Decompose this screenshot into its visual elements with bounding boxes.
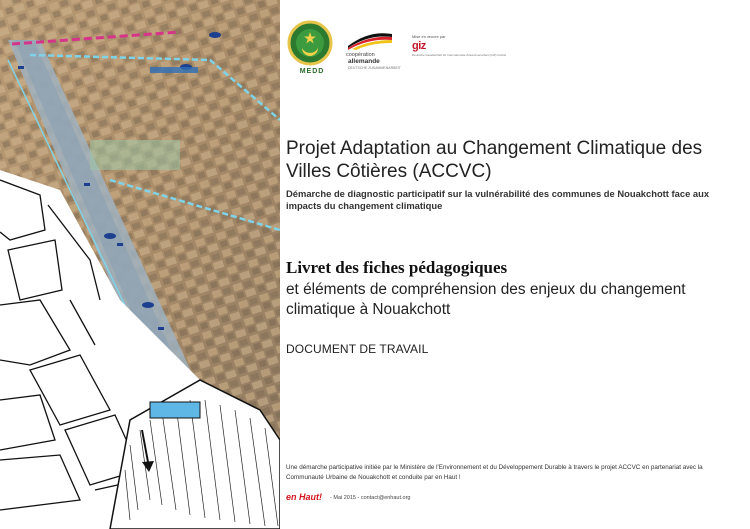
cover-illustration	[0, 0, 280, 529]
project-title: Projet Adaptation au Changement Climatique des Villes Côtières (ACCVC)	[286, 138, 703, 182]
coop-text-line1: coopération	[346, 52, 375, 58]
aerial-city-photo	[0, 0, 280, 529]
giz-implemented-by: Mise en œuvre par	[412, 34, 446, 39]
document-type-label: DOCUMENT DE TRAVAIL	[286, 342, 429, 356]
german-flag-swoosh-icon	[344, 28, 394, 50]
footer-credits: Une démarche participative initiée par le Ministère de l'Environnement et du Développement Durable à travers le projet ACCVC en partenariat avec la Communauté Urbaine de Nouakchott et conduite par en Haut !	[286, 464, 703, 481]
medd-emblem-icon	[286, 20, 334, 66]
giz-logo	[412, 34, 507, 64]
coop-text-line2: allemande	[348, 58, 380, 65]
date-contact: - Mai 2015 - contact@enhaut.org	[330, 495, 411, 501]
medd-label: MEDD	[299, 68, 325, 75]
giz-wordmark: giz	[412, 40, 426, 52]
partner-logos	[284, 20, 507, 80]
coop-text-line3: DEUTSCHE ZUSAMMENARBEIT	[348, 66, 401, 70]
giz-subtext: Deutsche Gesellschaft für Internationale Zusammenarbeit (GIZ) GmbH	[412, 53, 507, 57]
enhaut-logo: en Haut!	[286, 492, 322, 502]
cooperation-allemande-logo	[344, 28, 400, 68]
project-subtitle: Démarche de diagnostic participatif sur la vulnérabilité des communes de Nouakchott face aux impacts du changement climatique	[286, 188, 710, 211]
booklet-subtitle: et éléments de compréhension des enjeux du changement climatique à Nouakchott	[286, 281, 686, 318]
medd-logo	[286, 20, 334, 80]
booklet-title: Livret des fiches pédagogiques	[286, 258, 508, 277]
